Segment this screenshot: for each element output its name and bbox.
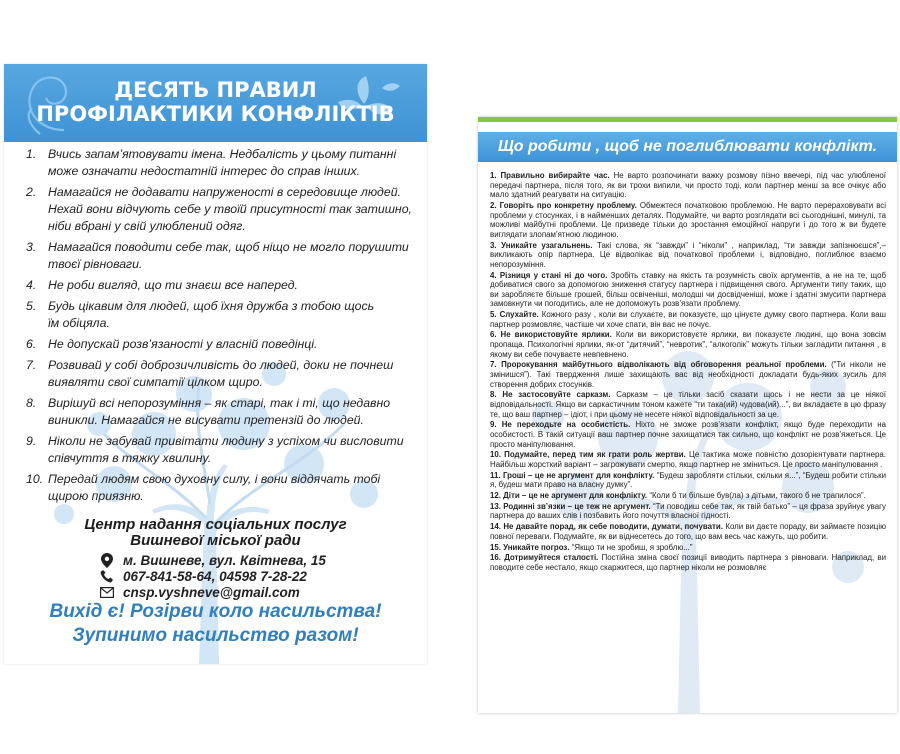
right-flyer bbox=[478, 117, 897, 713]
phone-icon bbox=[99, 569, 115, 583]
tip-heading: 4. Різниця у стані ні до чого. bbox=[490, 270, 608, 280]
tip-item-11 bbox=[490, 471, 886, 490]
tip-heading: 5. Слухайте. bbox=[490, 310, 539, 320]
tip-text: Це тактика може повністю дозорієнтувати партнера. Найбільш жорсткий варіант – загрожувати смертю, якщо партнер не зміниться. Це просто маніпулювання . bbox=[490, 450, 886, 469]
rule-number: 9. bbox=[26, 434, 37, 448]
tip-text: Кожного разу , коли ви слухаєте, ви показуєте, що цінуєте думку свого партнера. Коли ваш партнер розмовляє, частіше чи хоче спати, він вас не почує. bbox=[490, 310, 887, 329]
tip-text: “Ти поводиш себе так, як твій батько” – ця фраза зруйнує увагу партнера до ваших слів і позбавить його почуття власної гідності. bbox=[490, 501, 886, 521]
tip-heading: 14. Не давайте порад, як себе поводити, думати, почувати. bbox=[490, 522, 723, 532]
tip-text: Зробіть ставку на якість та розумність своїх аргументів, а не на те, щоб добиватися свого за допомогою зниження статусу партнера і підвищення свого. Аргументи типу таких, що ви заробляєте більше грошей, більш освіченіші, молодші чи досвідченіші, може і здатні змусити партнера замовкнути чи погодитись, але не допоможуть розв’язати проблему. bbox=[490, 270, 886, 309]
tip-item-1 bbox=[490, 171, 886, 200]
tip-heading: 3. Уникайте узагальнень. bbox=[490, 240, 593, 250]
organization-name-line2: Вишневої міської ради bbox=[130, 532, 301, 549]
tip-heading: 10. Подумайте, перед тим як грати роль жертви. bbox=[490, 450, 686, 460]
tip-text: Коли ви використовуєте ярлики, ви показуєте людині, що вона зовсім пропаща. Психологічні ярлики, як-от “дитячий”, “невротик”, “алкоголік” можуть тільки загладити питання , в якому ви себе почуваєте невпевнено. bbox=[490, 330, 887, 359]
tip-heading: 11. Гроші – це не аргумент для конфлікту. bbox=[490, 470, 655, 480]
tip-item-5 bbox=[490, 310, 886, 329]
tip-item-2 bbox=[490, 201, 886, 239]
left-title-line1: ДЕСЯТЬ ПРАВИЛ bbox=[114, 78, 317, 102]
tip-text: Ніхто не зможе розв’язати конфлікт, якщо буде переходити на особистості. В такій ситуації ваш партнер почне захищатися так сильно, що конфлікт не розв’яжеться. Це просто маніпулювання. bbox=[490, 420, 886, 449]
tip-item-7 bbox=[490, 360, 886, 389]
tip-item-6 bbox=[490, 330, 886, 359]
tip-text: “Якщо ти не зробиш, я зроблю...” bbox=[569, 542, 693, 552]
rule-line: Будь цікавим для людей, щоб їхня дружба з тобою щось bbox=[48, 299, 375, 313]
rule-number: 3. bbox=[26, 240, 37, 254]
slogan bbox=[4, 600, 427, 648]
rule-line: щирою приязню. bbox=[48, 489, 144, 503]
rule-line: виникли. Намагайся не висувати претензій до людей. bbox=[48, 413, 364, 427]
tip-text: Сарказм – це тільки засіб сказати щось і не нести за це ніякої відповідальності. Якщо ви саркастичним тоном кажете “ти така(ий) чудова(ий)...”, ви вкладаєте в цю фразу те, що ваш партнер – ідіот, і при цьому не несете ніякої відповідальності за це. bbox=[490, 390, 886, 419]
address-text: м. Вишневе, вул. Квітнева, 15 bbox=[123, 552, 326, 568]
slogan-line1: Вихід є! Розірви коло насильства! bbox=[49, 601, 382, 622]
rule-item-10 bbox=[22, 471, 420, 505]
rule-line: може означати недостатній інтерес до справ інших. bbox=[48, 164, 361, 178]
phone-text: 067-841-58-64, 04598 7-28-22 bbox=[123, 568, 307, 584]
rule-line: твоєї рівноваги. bbox=[48, 257, 143, 271]
tip-heading: 1. Правильно вибирайте час. bbox=[490, 171, 610, 180]
rule-line: Не допускай розв’язаності у власній поведінці. bbox=[48, 337, 318, 351]
rule-line: Передай людям свою духовну силу, і вони віддячать тобі bbox=[48, 472, 381, 486]
tip-item-14 bbox=[490, 522, 886, 541]
tip-heading: 13. Родинні зв’язки – це теж не аргумент. bbox=[490, 501, 651, 511]
tip-item-9 bbox=[490, 420, 886, 449]
rule-number: 2. bbox=[26, 185, 37, 199]
rules-list bbox=[22, 146, 420, 509]
tip-item-16 bbox=[490, 553, 886, 572]
rule-number: 8. bbox=[26, 396, 37, 410]
rule-item-9 bbox=[22, 433, 420, 467]
rule-line: ніби вбрані у свій улюблений одяг. bbox=[48, 219, 246, 233]
rule-item-1 bbox=[22, 146, 420, 180]
rule-number: 1. bbox=[26, 147, 37, 161]
organization-name-line1: Центр надання соціальних послуг bbox=[84, 516, 347, 533]
phone-row bbox=[99, 568, 399, 584]
rule-item-5 bbox=[22, 298, 420, 332]
organization-name bbox=[4, 517, 427, 549]
tip-heading: 7. Пророкування майбутнього відволікають від обговорення реальної проблеми. bbox=[490, 360, 827, 370]
rule-item-7 bbox=[22, 357, 420, 391]
tip-text: Не варто розпочинати важку розмову пізно ввечері, під час улюбленої передачі партнера, після того, як ви трохи випили, чи просто тоді, коли партнер менш за все очікує або мало здатний реагувати на ситуацію. bbox=[490, 171, 887, 200]
left-flyer bbox=[4, 64, 427, 664]
tip-item-15 bbox=[490, 543, 886, 553]
rule-number: 10. bbox=[26, 472, 44, 486]
tip-text: Коли ви даєте пораду, ви займаєте позицію повної переваги. Подумайте, як ви віднесетесь до того, що вам весь час кажуть, що робити. bbox=[490, 522, 886, 541]
rule-item-8 bbox=[22, 395, 420, 429]
tip-heading: 15. Уникайте погроз. bbox=[490, 542, 570, 552]
tip-text: Такі слова, як “завжди” і “ніколи” , наприклад, “ти завжди запізнюєшся”,– викликають опір партнера. Це відволікає від початкової проблеми і, відповідно, поглиблює взаємо непорозуміння. bbox=[490, 240, 887, 269]
tip-item-4 bbox=[490, 271, 886, 309]
rule-number: 6. bbox=[26, 337, 37, 351]
rule-line: Не роби вигляд, що ти знаєш все наперед. bbox=[48, 278, 298, 292]
tip-item-3 bbox=[490, 241, 886, 270]
email-row[interactable] bbox=[99, 584, 399, 600]
tip-item-13 bbox=[490, 502, 886, 521]
tip-text: Обмежтеся початковою проблемою. Не варто перераховувати всі проблеми у стосунках, і в найменших деталях. Подумайте, чи варто розглядати всі сьогоднішні, минулі, та можливі майбутні проблеми. Це призведе тільки до зростання емоційної напруги і до того ж ви будете виглядати злопам’ятною людиною. bbox=[490, 200, 886, 239]
left-header-banner bbox=[4, 64, 427, 142]
rule-item-4 bbox=[22, 277, 420, 294]
tips-list bbox=[490, 171, 886, 574]
accent-line bbox=[478, 117, 897, 122]
right-title: Що робити , щоб не поглиблювати конфлікт. bbox=[497, 138, 878, 155]
rule-line: їм обіцяла. bbox=[48, 316, 110, 330]
left-title bbox=[4, 78, 427, 126]
tip-heading: 9. Не переходьте на особистість. bbox=[490, 420, 631, 430]
tip-heading: 6. Не використовуйте ярлики. bbox=[490, 330, 612, 340]
email-link[interactable]: cnsp.vyshneve@gmail.com bbox=[123, 584, 300, 600]
rule-item-6 bbox=[22, 336, 420, 353]
email-icon bbox=[99, 587, 115, 598]
rule-line: Нехай вони відчують себе у твоїй присутності так затишно, bbox=[48, 202, 412, 216]
tip-text: (“Ти ніколи не змінишся”). Такі твердження лише захищають вас від необхідності докладати будь-яких зусиль для створення добрих стосунків. bbox=[490, 360, 886, 389]
tip-text: “Будеш заробляти стільки, скільки я...”, “Будеш робити стільки я, будеш мати право на власну думку”. bbox=[490, 470, 887, 490]
rule-item-2 bbox=[22, 184, 420, 235]
slogan-line2: Зупинимо насильство разом! bbox=[72, 625, 359, 646]
rule-line: Ніколи не забувай привітати людину з успіхом чи висловити bbox=[48, 434, 404, 448]
tip-text: Постійна зміна своєї позиції виводить партнера з рівноваги. Наприклад, ви поводите себе нестало, якщо скаржитеся, що партнер ніколи не розмовляє bbox=[490, 553, 886, 572]
rule-line: Розвивай у собі доброзичливість до людей, доки не почнеш bbox=[48, 358, 394, 372]
left-title-line2: ПРОФІЛАКТИКИ КОНФЛІКТІВ bbox=[36, 102, 395, 126]
tip-heading: 2. Говоріть про конкретну проблему. bbox=[490, 200, 637, 210]
contacts-block bbox=[99, 552, 399, 600]
tip-item-12 bbox=[490, 491, 886, 501]
rule-line: Вчись запам’ятовувати імена. Недбалість у цьому питанні bbox=[48, 147, 397, 161]
tip-heading: 8. Не застосовуйте сарказм. bbox=[490, 390, 611, 400]
tip-item-8 bbox=[490, 390, 886, 419]
rule-item-3 bbox=[22, 239, 420, 273]
rule-number: 5. bbox=[26, 299, 37, 313]
rule-line: Намагайся не додавати напруженості в середовище людей. bbox=[48, 185, 401, 199]
tip-item-10 bbox=[490, 450, 886, 469]
rule-line: Вирішуй всі непорозуміння – як старі, так і ті, що недавно bbox=[48, 396, 391, 410]
tip-text: “Коли б ти більше був(ла) з дітьми, такого б не трапилося”. bbox=[647, 491, 866, 501]
rule-line: виявляти свої симпатії цілком щиро. bbox=[48, 375, 263, 389]
address-row bbox=[99, 552, 399, 568]
location-pin-icon bbox=[99, 553, 115, 568]
rule-line: Намагайся поводити себе так, щоб ніщо не могло порушити bbox=[48, 240, 409, 254]
rule-number: 4. bbox=[26, 278, 37, 292]
tip-heading: 16. Дотримуйтеся сталості. bbox=[490, 553, 599, 563]
tip-heading: 12. Діти – це не аргумент для конфлікту. bbox=[490, 491, 648, 501]
rule-number: 7. bbox=[26, 358, 37, 372]
rule-line: співчуття в тяжку хвилину. bbox=[48, 451, 212, 465]
